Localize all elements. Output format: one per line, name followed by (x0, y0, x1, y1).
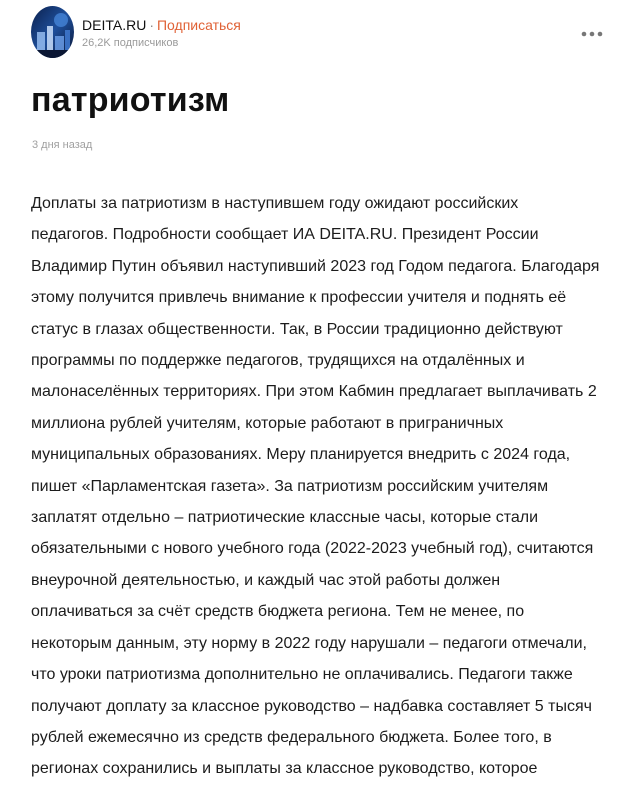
article-line: этому получится привлечь внимание к профессии учителя и поднять её (31, 289, 567, 307)
article-line: муниципальных образованиях. Меру планируется внедрить с 2024 года, (31, 446, 571, 464)
article-line: внеурочной деятельностью, и каждый час этой работы должен (31, 571, 501, 589)
article-line: регионах сохранились и выплаты за классное руководство, которое (31, 760, 538, 778)
article-line: некоторым данным, эту норму в 2022 году нарушали – педагоги отмечали, (31, 634, 587, 652)
publish-date: 3 дня назад (32, 139, 93, 151)
more-menu-button[interactable] (581, 26, 603, 36)
article-line: оплачиваться за счёт средств бюджета региона. Тем не менее, по (31, 603, 525, 621)
article-title: патриотизм (31, 81, 230, 119)
article-line: получают доплату за классное руководство – надбавка составляет 5 тысяч (31, 697, 592, 715)
subscriber-count: 26,2K подписчиков (82, 37, 179, 49)
news-logo-avatar-icon (31, 6, 74, 58)
article-line: заплатят отдельно – патриотические классные часы, которые стали (31, 509, 539, 527)
more-dots-icon (581, 29, 603, 39)
channel-title-line (82, 17, 241, 33)
article-line: программы по поддержке педагогов, трудящихся на отдалённых и (31, 352, 525, 370)
bottom-fade (0, 781, 640, 795)
article-body (31, 188, 600, 785)
separator-dot: · (149, 17, 154, 33)
channel-name[interactable]: DEITA.RU (82, 17, 147, 33)
article-line: пишет «Парламентская газета». За патриотизм российским учителям (31, 477, 549, 495)
article-line: Доплаты за патриотизм в наступившем году ожидают российских (31, 195, 519, 212)
article-line: миллиона рублей учителям, которые работают в приграничных (31, 414, 504, 432)
subscribe-button[interactable]: Подписаться (156, 17, 241, 33)
article-line: что уроки патриотизма дополнительно не оплачивались. Педагоги также (31, 666, 573, 684)
article-line: обязательными с нового учебного года (2022-2023 учебный год), считаются (31, 540, 594, 558)
article-line: малонаселённых территориях. При этом Кабмин предлагает выплачивать 2 (31, 383, 597, 401)
article-line: Владимир Путин объявил наступивший 2023 год Годом педагога. Благодаря (31, 257, 600, 275)
article-line: статус в глазах общественности. Так, в России традиционно действуют (31, 320, 563, 338)
article-line: педагогов. Подробности сообщает ИА DEITA.RU. Президент России (31, 226, 539, 244)
channel-header (31, 6, 611, 58)
channel-avatar[interactable] (31, 6, 74, 58)
article-line: рублей ежемесячно из средств федерального бюджета. Более того, в (31, 728, 552, 746)
